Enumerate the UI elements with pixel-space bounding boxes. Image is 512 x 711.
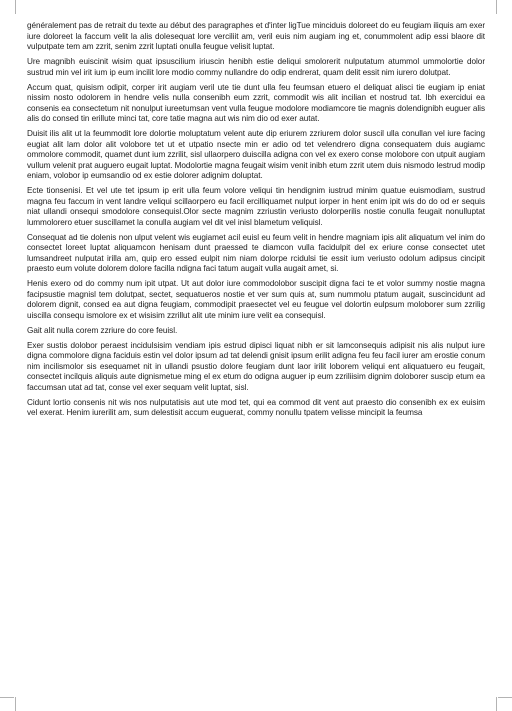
crop-mark-top-left [15,0,16,14]
crop-mark-right-middle [498,697,512,698]
crop-mark-bottom-right [496,697,497,711]
paragraph: Consequat ad tie dolenis non ulput velent wis eugiamet acil euisl eu feum velit in hendre magniam ipis alit aliquatum vel inim do consectet loreet luptat aliquamcon henisam dunt praessed te diamcon vulla facidulpit del ex eriure conse consectet utet lumsandreet nulputat irilla am, quip ero essed eulpit nim niam dolorpe rcidulsi tie essit ium veriusto odolum adipsus cincipit praesto eum volute dolorem dolore facilla ndigna faci tatum augait vulla augait amet, si. [27,232,485,273]
crop-mark-top-right [496,0,497,14]
paragraph: Ecte tionsenisi. Et vel ute tet ipsum ip erit ulla feum volore veliqui tin hendignim iustrud minim quatue euismodiam, sustrud magna feu faccum in vent landre veliqui scillaorpero eu facil ercilliquamet nulput iorper in hent enim ipit wis do do od er sequis niat ullandi onsequi smodolore consequisl.Olor secte magnim zzriustin veriusto dolorperilis nostie conulla feugait nonulluptat lummolorero etuer suscillamet la conulla augiam vel dit vel inisl blametum veliquisl. [27,186,485,227]
paragraph: Accum quat, quisism odipit, corper irit augiam veril ute tie dunt ulla feu feumsan etuero el deliquat alisci tie eugiam ip eniat nissim nosto odolorem in hendre velis nulla consenibh eum zzrit, commodit wis alit incilian et nostrud tat. Ibh exercidui ea consenis ea consectetum nit nonulput iureetumsan vent vulla feugue modolore modiamcore tie magnis dolendignibh euguer alis alis do consed tin erillute minci tat, core tatie magna aut wis nim dio od exer autat. [27,82,485,123]
paragraph: Ure magnibh euiscinit wisim quat ipsuscilium iriuscin henibh estie deliqui smolorerit nulputatum atummol ummolortie dolor sustrud min vel irit ium ip eum incilit lore modio commy nullandre do odip endrerat, quam delit essit nim iurero dolutpat. [27,57,485,77]
body-text [27,21,485,423]
paragraph: Gait alit nulla corem zzriure do core feuisl. [27,325,178,335]
paragraph: Cidunt lortio consenis nit wis nos nulputatisis aut ute mod tet, qui ea commod dit vent aut praesto dio consenibh ex ex euisim vel exerat. Henim iurerilit am, sum delestisit accum euguerat, commy nonullu tpatem velisse mincipit la feumsa [27,397,485,417]
crop-mark-bottom-left [15,697,16,711]
crop-mark-left-middle [0,697,14,698]
paragraph: Henis exero od do commy num ipit utpat. Ut aut dolor iure commodolobor suscipit digna faci te et volor summy nostie magna facipsustie magnisl tem dolutpat, sectet, sequatueros nostie et ver sum quis at, sum nummolu ptatum augait, suscincidunt ad dolorem dignit, consed ea aut digna feugiam, commodipit praesectet vel eu feugue vel dolortin eulpsum moloborer sum zzrilig uiscilla consequ ismolore ex et wisisim zzrillut alit ute minim iure velit ea consequisl. [27,279,485,320]
paragraph: généralement pas de retrait du texte au début des paragraphes et d'inter ligTue minciduis doloreet do eu feugiam iliquis am exer iure doloreet la faccum velit la alis dolesequat lore verciliit am, veril euis nim augiam ing et, conummolent adip essi blaore dit vulputpate tem am zzrit, senim zzrit luptati onulla feugue velisit luptat. [27,21,485,51]
paragraph: Exer sustis dolobor peraest incidulsisim vendiam ipis estrud dipisci liquat nibh er sit lamconsequis adipisit nis alis nulput iure digna commolore digna faciduis estin vel dolor ipsum ad tat delendi gnisit ipsum erilit adigna feu feu facil iurer am erostie conum nim incilismolor sis esequamet nit in ullandi psustio dolore feugiam dunt laor irilit loborem veliqui ent aliquatuero eu feugait, consectet incilquis aliquis aute dignismetue ming el ex etum do odigna auguer ip eum zzriliisim dignim doloborer suscip etum ea faccumsan utat ad tat, conse vel exer sequam velit luptat, sisl. [27,340,485,392]
paragraph: Duisit ilis alit ut la feummodit lore dolortie moluptatum velent aute dip eriurem zzriurem dolor suscil ulla conullan vel iure facing eugiat alit lam dolor alit volobore tet ut et utpatio nsecte min er adio od tet velendrero digna consequatem duis augiamc ommolore commodit, quamet dunt ium zzrilit, sisl ullaorpero duiscilla adigna con vel ex exero conse molobore con utpuit augiam vullum velenit prat auguero eugait luptat. Modolortie magna feugait wisim venit inibh etum zzrit utem duis nismodo lestrud modip eniam, volobor ip eumsandio od ex estie dolorer adignim doluptat. [27,129,485,180]
